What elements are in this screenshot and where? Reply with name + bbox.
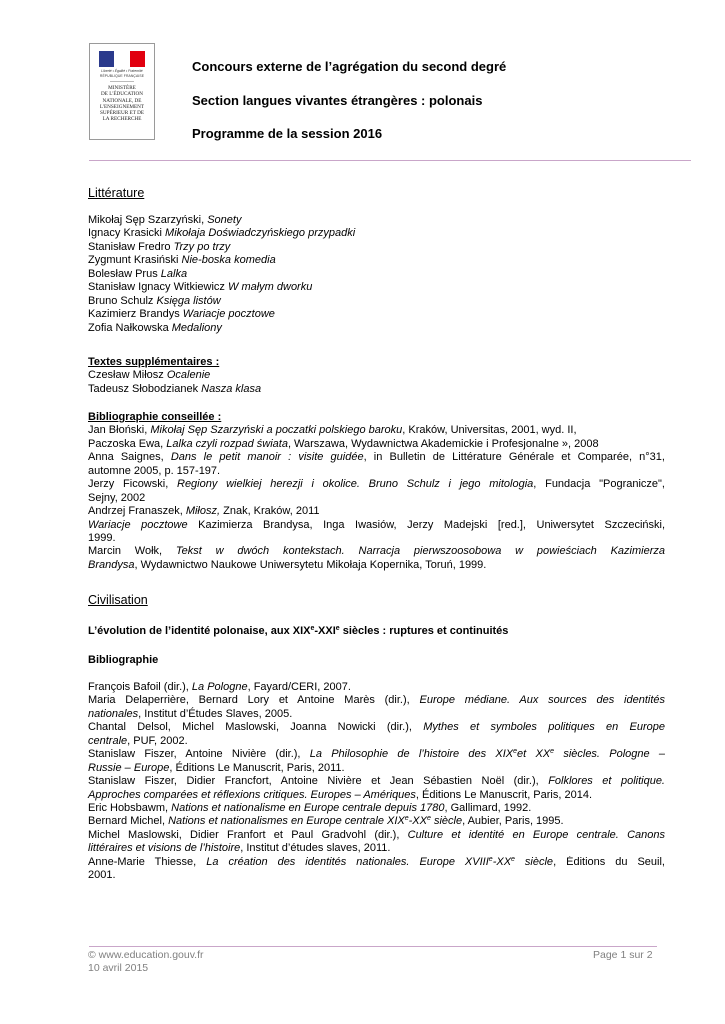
heading-bibliographie: Bibliographie: [88, 654, 159, 666]
supplementary-item: Czesław Miłosz Ocalenie: [88, 369, 211, 382]
bibliography-line: centrale, PUF, 2002.: [88, 734, 188, 747]
work-item: Stanisław Ignacy Witkiewicz W małym dworku: [88, 281, 313, 294]
ministry-logo: [89, 43, 155, 140]
bibliography-line: Sejny, 2002: [88, 491, 146, 504]
title-programme: Programme de la session 2016: [192, 126, 383, 141]
bibliography-line: Eric Hobsbawm, Nations et nationalisme en Europe centrale depuis 1780, Gallimard, 1992.: [88, 801, 532, 814]
bibliography-line: automne 2005, p. 157-197.: [88, 464, 221, 477]
bibliography-line: Anne-Marie Thiesse, La création des identités nationales. Europe XVIIIe-XXe siècle, Éditions du Seuil,: [88, 855, 665, 868]
works-list: [88, 214, 665, 335]
french-flag-icon: [99, 51, 145, 67]
work-item: Bruno Schulz Księga listów: [88, 294, 221, 307]
work-item: Bolesław Prus Lalka: [88, 267, 188, 280]
bibliography-block: [88, 411, 665, 572]
bibliography-line: Jerzy Ficowski, Regiony wielkiej herezji i okolice. Bruno Schulz i jego mitologia, Fundacja "Pogranicze",: [88, 478, 665, 491]
header-divider: [89, 160, 691, 161]
bibliography-line: Stanislaw Fiszer, Antoine Nivière (dir.), La Philosophie de l’histoire des XIXeet XXe siècles. Pologne –: [88, 748, 665, 761]
bibliography-line: Bernard Michel, Nations et nationalismes en Europe centrale XIXe-XXe siècle, Aubier, Paris, 1995.: [88, 815, 564, 828]
civilisation-theme: L’évolution de l’identité polonaise, aux XIXe-XXIe siècles : ruptures et continuités: [88, 625, 509, 637]
bibliography-line: Michel Maslowski, Didier Franfort et Paul Gradvohl (dir.), Culture et identité en Europe centrale. Canons: [88, 828, 665, 841]
bibliography-line: Maria Delaperrière, Bernard Lory et Antoine Marès (dir.), Europe médiane. Aux sources des identités: [88, 694, 665, 707]
work-item: Zygmunt Krasiński Nie-boska komedia: [88, 254, 276, 267]
bibliography-line: Marcin Wołk, Tekst w dwóch kontekstach. Narracja pierwszoosobowa w powieściach Kazimierza: [88, 545, 665, 558]
work-item: Zofia Nałkowska Medaliony: [88, 321, 222, 334]
footer-page-number: Page 1 sur 2: [593, 949, 653, 961]
bibliography-line: Jan Błoński, Mikołaj Sęp Szarzyński a poczatki polskiego baroku, Kraków, Universitas, 2001, wyd. II,: [88, 424, 577, 437]
bibliography-line: Russie – Europe, Éditions Le Manuscrit, Paris, 2011.: [88, 761, 345, 774]
logo-motto: Liberté • Égalité • Fraternité: [101, 69, 143, 73]
title-section: Section langues vivantes étrangères : polonais: [192, 93, 483, 108]
heading-litterature: Littérature: [88, 186, 145, 200]
bibliography-line: Paczoska Ewa, Lalka czyli rozpad świata, Warszawa, Wydawnictwa Akademickie i Profesjonalne », 2008: [88, 437, 599, 450]
bibliography-line: Brandysa, Wydawnictwo Naukowe Uniwersytetu Mikołaja Kopernika, Toruń, 1999.: [88, 558, 487, 571]
work-item: Ignacy Krasicki Mikołaja Doświadczyńskiego przypadki: [88, 227, 356, 240]
work-item: Mikołaj Sęp Szarzyński, Sonety: [88, 214, 242, 226]
logo-ministry-name: MINISTÈRE DE L'ÉDUCATION NATIONALE, DE L'ENSEIGNEMENT SUPÉRIEUR ET DE LA RECHERCHE: [99, 85, 145, 123]
heading-civilisation: Civilisation: [88, 593, 148, 607]
bibliography-line: littéraires et visions de l’histoire, Institut d’études slaves, 2011.: [88, 842, 391, 855]
bibliography-line: 2001.: [88, 869, 116, 882]
logo-divider: [110, 81, 134, 82]
bibliography-line: Anna Saignes, Dans le petit manoir : visite guidée, in Bulletin de Littérature Générale et Comparée, n°31,: [88, 451, 665, 464]
heading-bibliographie-conseillee: Bibliographie conseillée :: [88, 411, 222, 423]
bibliography-line: François Bafoil (dir.), La Pologne, Fayard/CERI, 2007.: [88, 681, 351, 693]
bibliography-line: Andrzej Franaszek, Miłosz, Znak, Kraków, 2011: [88, 505, 320, 518]
work-item: Kazimierz Brandys Wariacje pocztowe: [88, 308, 275, 321]
footer-date: 10 avril 2015: [88, 962, 149, 974]
title-concours: Concours externe de l’agrégation du second degré: [192, 59, 507, 74]
civilisation-bibliography: [88, 681, 665, 883]
bibliography-line: Chantal Delsol, Michel Maslowski, Joanna Nowicki (dir.), Mythes et symboles politiques en Europe: [88, 721, 665, 734]
bibliography-line: nationales, Institut d’Études Slaves, 2005.: [88, 707, 293, 720]
bibliography-line: Wariacje pocztowe Kazimierza Brandysa, Inga Iwasiów, Jerzy Madejski [red.], Uniwersytet Szczeciński,: [88, 518, 665, 531]
supplementary-block: [88, 356, 665, 396]
bibliography-line: Stanislaw Fiszer, Didier Francfort, Antoine Nivière et Jean Sébastien Noël (dir.), Folklores et politique.: [88, 775, 665, 788]
footer-divider: [89, 946, 657, 947]
footer-site: © www.education.gouv.fr: [88, 949, 204, 961]
work-item: Stanisław Fredro Trzy po trzy: [88, 240, 231, 253]
heading-textes-supplementaires: Textes supplémentaires :: [88, 356, 220, 368]
bibliography-line: Approches comparées et réflexions critiques. Europes – Amériques, Éditions Le Manuscrit, Paris, 2014.: [88, 788, 593, 801]
supplementary-item: Tadeusz Słobodzianek Nasza klasa: [88, 382, 262, 395]
bibliography-line: 1999.: [88, 531, 116, 544]
logo-republic: RÉPUBLIQUE FRANÇAISE: [99, 74, 145, 78]
